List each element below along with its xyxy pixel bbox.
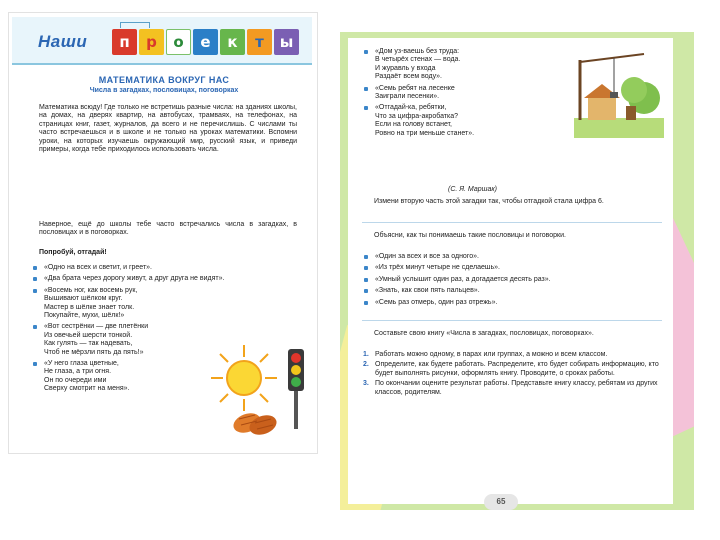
step-text: Работать можно одному, в парах или группах, а можно и всем классом. — [375, 351, 608, 358]
try-guess-label: Попробуй, отгадай! — [39, 249, 107, 256]
section-subheading: Числа в загадках, пословицах, поговорках — [89, 87, 239, 94]
list-item: «Из трёх минут четыре не сделаешь». — [362, 264, 662, 272]
section-heading: МАТЕМАТИКА ВОКРУГ НАС — [98, 75, 230, 85]
list-item: «Знать, как свои пять пальцев». — [362, 287, 662, 295]
title-banner — [12, 17, 312, 65]
letter-tile: п — [112, 29, 137, 55]
step-item — [362, 361, 662, 378]
letter-tile: р — [139, 29, 164, 55]
proverb-list — [362, 253, 662, 310]
step-number: 3. — [363, 380, 369, 388]
list-item: «Два брата через дорогу живут, а друг друга не видят». — [31, 275, 231, 283]
page-number: 65 — [484, 494, 518, 510]
list-item: «Одно на всех и светит, и греет». — [31, 264, 231, 272]
list-item: «Один за всех и все за одного». — [362, 253, 662, 261]
step-text: По окончании оцените результат работы. Представьте книгу классу, ребятам из других классов, родителям. — [375, 380, 658, 396]
left-page — [8, 12, 318, 454]
mittens-icon — [231, 405, 281, 439]
letter-tile: ы — [274, 29, 299, 55]
letter-tile: к — [220, 29, 245, 55]
list-item: «Умный услышит один раз, а догадается десять раз». — [362, 276, 662, 284]
page-sheet — [348, 38, 673, 504]
list-item: «Дом уз-ваешь без труда: В четырёх стенах — вода. И журавль у входа Раздаёт всем воду». — [362, 48, 562, 82]
divider — [362, 222, 662, 223]
ruler-icon — [120, 22, 150, 28]
list-item: «Семь ребят на лесенке Заиграли песенки». — [362, 85, 562, 102]
step-item — [362, 380, 662, 397]
letter-tile: е — [193, 29, 218, 55]
title-word: Наши — [38, 32, 88, 51]
list-item: «Восемь ног, как восемь рук, Вышивают шёлком круг. Мастер в шёлке знает толк. Покупайте, мухи, шёлк!» — [31, 287, 231, 321]
letter-tile: о — [166, 29, 191, 55]
intro-paragraph: Математика всюду! Где только не встретишь разные числа: на зданиях школы, на домах, на дверях квартир, на автобусах, трамваях, на телефонах, на страницах книг, газет, журналов, да всего и не перечислишь. С числами ты часто встречаешься и в школе и не только на уроках математики. Вспомни уроки, на которых изучаешь окружающий мир, русский язык, и приведи примеры, когда тебе приходилось использовать числа. — [39, 104, 297, 154]
right-page — [340, 32, 694, 510]
riddle-list-top — [362, 48, 562, 141]
intro-paragraph-2: Наверное, ещё до школы тебе часто встречались числа в загадках, в пословицах и в поговорках. — [39, 221, 297, 237]
author-credit: (С. Я. Маршак) — [448, 186, 497, 193]
letter-tile: т — [247, 29, 272, 55]
steps-list — [362, 351, 662, 399]
step-number: 1. — [363, 351, 369, 358]
explain-paragraph: Объясни, как ты понимаешь такие пословицы и поговорки. — [374, 232, 566, 239]
title-letter-tiles — [112, 29, 299, 57]
list-item: «Отгадай-ка, ребятки, Что за цифра-акробатка? Если на голову встанет, Ровно на три меньше станет». — [362, 104, 562, 138]
traffic-light-icon — [285, 349, 307, 429]
riddle-list — [31, 264, 231, 397]
step-number: 2. — [363, 361, 369, 369]
compose-paragraph: Составьте свою книгу «Числа в загадках, пословицах, поговорках». — [374, 330, 594, 337]
task-paragraph: Измени вторую часть этой загадки так, чтобы отгадкой стала цифра 6. — [374, 198, 604, 205]
list-item: «Вот сестрёнки — две плетёнки Из овечьей шерсти тонкой. Как гулять — так надевать, Чтоб не мёрзли пять да пять!» — [31, 323, 231, 357]
list-item: «У него глаза цветные, Не глаза, а три огня. Он по очереди ими Сверху смотрит на меня». — [31, 360, 231, 394]
well-icon — [574, 48, 664, 138]
step-item — [362, 351, 662, 359]
list-item: «Семь раз отмерь, один раз отрежь». — [362, 299, 662, 307]
divider — [362, 320, 662, 321]
sun-icon — [209, 343, 279, 413]
step-text: Определите, как будете работать. Распределите, кто будет собирать информацию, кто будет выполнять рисунки, оформлять книгу. Проводите, о сроках работы. — [375, 361, 659, 377]
